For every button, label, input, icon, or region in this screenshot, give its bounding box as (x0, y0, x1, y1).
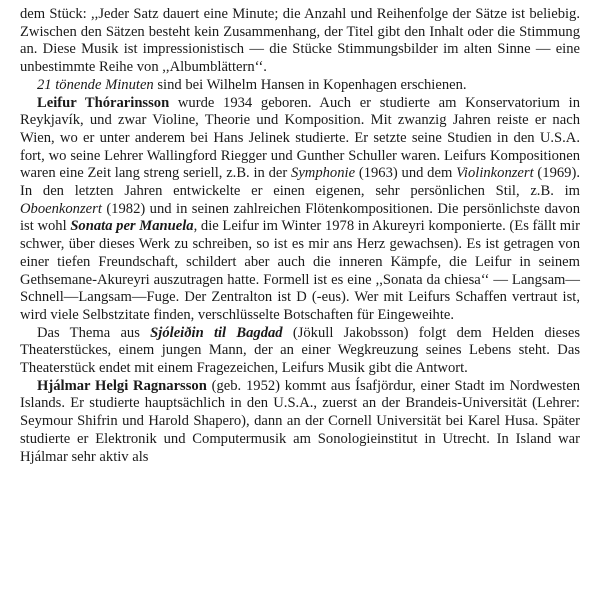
bio-text: (1982) und in seinen zahlreichen Flötenkompositionen. Die persönlichste davon ist wohl (20, 200, 580, 235)
quote-text: dem Stück: ,,Jeder Satz dauert eine Minute; die Anzahl und Reihenfolge der Sätze ist beliebig. Zwischen den Sätzen besteht kein Zusammenhang, der Titel gibt den Inhalt oder die Stimmung an. Diese Musik ist impressionistisch — die Stücke Stimmungsbilder im alten Sinne — eine unbestimmte Reihe von ,,Albumblättern‘‘. (20, 6, 580, 76)
composer-name-hjalmar: Hjálmar Helgi Ragnarsson (37, 377, 207, 394)
bio-text: (1963) und dem (355, 165, 457, 182)
paragraph-sjoleidin (20, 325, 580, 378)
bio-text: , die Leifur im Winter 1978 in Akureyri komponierte. (Es fällt mir schwer, über dieses Werk zu schreiben, so ist es mir ans Herz gewachsen). Es ist getragen von einer tiefen Freundschaft, schildert aber auch die inneren Kämpfe, die Leifur in seinem Gethsemane-Akureyri auszutragen hatte. Formell ist es eine ,,Sonata da chiesa‘‘ — Langsam—Schnell—Langsam—Fuge. Der Zentralton ist D (-eus). Wer mit Leifurs Schaffen vertraut ist, wird viele Selbstzitate finden, verschlüsselte Botschaften für Eingeweihte. (20, 218, 580, 323)
work-title-sonata-per-manuela: Sonata per Manuela (70, 218, 194, 235)
paragraph-publisher (20, 77, 580, 95)
work-title-sjoleidin-til-bagdad: Sjóleiðin til Bagdad (150, 324, 283, 341)
work-title-oboenkonzert: Oboenkonzert (20, 200, 102, 217)
work-title-symphonie: Symphonie (291, 165, 356, 182)
bio-text: wurde 1934 geboren. Auch er studierte am Konservatorium in Reykjavík, und zwar Violine, Theorie und Komposition. Mit zwanzig Jahren reiste er nach Wien, wo er unter anderem bei Hans Jelinek studierte. Er setzte seine Studien in den U.S.A. fort, wo seine Lehrer Wallingford Riegger und Gunther Schuller waren. Leifurs Kompositionen waren eine Zeit lang streng seriell, z.B. in der (20, 94, 580, 182)
composer-name-leifur: Leifur Thórarinsson (37, 94, 170, 111)
paragraph-leifur-thorarinsson (20, 95, 580, 325)
bio-text: (1969). In den letzten Jahren entwickelte er einen eigenen, sehr persönlichen Stil, z.B. im (20, 165, 580, 200)
work-title-21-toenende-minuten: 21 tönende Minuten (37, 76, 154, 93)
work-title-violinkonzert: Violinkonzert (456, 165, 534, 182)
body-text: (Jökull Jakobsson) folgt dem Helden dieses Theaterstückes, einem jungen Mann, der an einer Wegkreuzung seines Lebens steht. Das Theaterstück endet mit einem Fragezeichen, Leifurs Musik gibt die Antwort. (20, 324, 581, 377)
body-text: Das Thema aus (37, 324, 151, 341)
document-page (20, 6, 580, 466)
paragraph-hjalmar-ragnarsson (20, 378, 580, 467)
bio-text: (geb. 1952) kommt aus Ísafjördur, einer Stadt im Nordwesten Islands. Er studierte hauptsächlich in den U.S.A., zuerst an der Brandeis-Universität (Lehrer: Seymour Shifrin und Harold Shapero), dann an der Cornell Universität bei Karel Husa. Später studierte er Elektronik und Computermusik am Sonologieinstitut in Utrecht. In Island war Hjálmar sehr aktiv als (20, 377, 580, 465)
publisher-text: sind bei Wilhelm Hansen in Kopenhagen erschienen. (153, 76, 467, 93)
paragraph-intro-quote (20, 6, 580, 77)
